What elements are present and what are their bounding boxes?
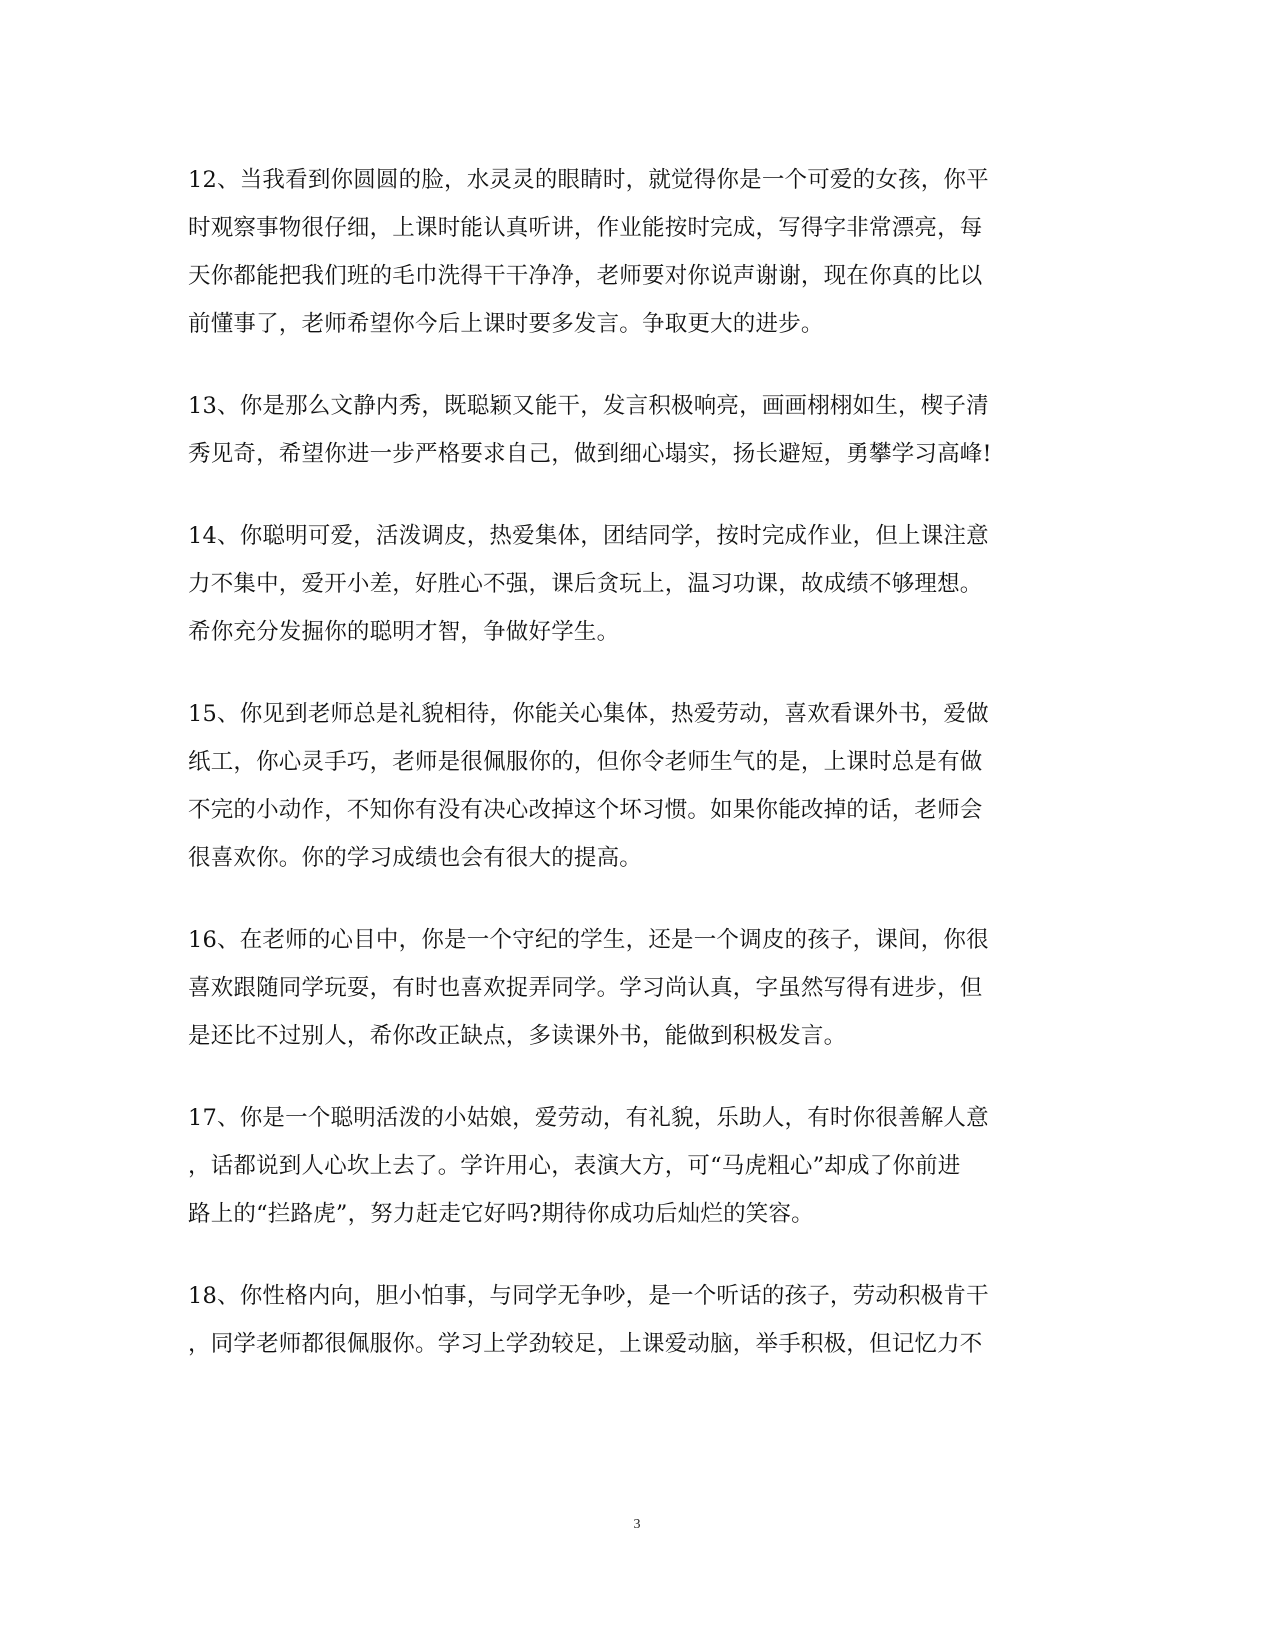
text-line: ，同学老师都很佩服你。学习上学劲较足，上课爱动脑，举手积极，但记忆力不 xyxy=(188,1331,983,1357)
text-line: 17、你是一个聪明活泼的小姑娘，爱劳动，有礼貌，乐助人，有时你很善解人意 xyxy=(188,1105,989,1131)
text-line: 喜欢跟随同学玩耍，有时也喜欢捉弄同学。学习尚认真，字虽然写得有进步，但 xyxy=(188,975,983,1001)
text-line: 路上的“拦路虎”，努力赶走它好吗?期待你成功后灿烂的笑容。 xyxy=(188,1201,814,1227)
text-line: 纸工，你心灵手巧，老师是很佩服你的，但你令老师生气的是，上课时总是有做 xyxy=(188,749,983,775)
text-line: 秀见奇，希望你进一步严格要求自己，做到细心塌实，扬长避短，勇攀学习高峰! xyxy=(188,441,992,467)
text-line: 16、在老师的心目中，你是一个守纪的学生，还是一个调皮的孩子，课间，你很 xyxy=(188,927,989,953)
paragraph-12 xyxy=(188,156,1060,348)
text-line: 天你都能把我们班的毛巾洗得干干净净，老师要对你说声谢谢，现在你真的比以 xyxy=(188,263,983,289)
text-line: 希你充分发掘你的聪明才智，争做好学生。 xyxy=(188,619,620,645)
paragraph-18 xyxy=(188,1272,1060,1368)
text-line: 前懂事了，老师希望你今后上课时要多发言。争取更大的进步。 xyxy=(188,311,824,337)
text-line: 12、当我看到你圆圆的脸，水灵灵的眼睛时，就觉得你是一个可爱的女孩，你平 xyxy=(188,167,989,193)
text-line: 13、你是那么文静内秀，既聪颖又能干，发言积极响亮，画画栩栩如生，楔子清 xyxy=(188,393,989,419)
paragraph-16 xyxy=(188,916,1060,1060)
text-line: 是还比不过别人，希你改正缺点，多读课外书，能做到积极发言。 xyxy=(188,1023,847,1049)
text-line: 不完的小动作，不知你有没有决心改掉这个坏习惯。如果你能改掉的话，老师会 xyxy=(188,797,983,823)
text-line: 时观察事物很仔细，上课时能认真听讲，作业能按时完成，写得字非常漂亮，每 xyxy=(188,215,983,241)
paragraph-13 xyxy=(188,382,1060,478)
paragraph-17 xyxy=(188,1094,1060,1238)
paragraph-14 xyxy=(188,512,1060,656)
document-body xyxy=(188,156,1060,1402)
text-line: 14、你聪明可爱，活泼调皮，热爱集体，团结同学，按时完成作业，但上课注意 xyxy=(188,523,989,549)
text-line: 很喜欢你。你的学习成绩也会有很大的提高。 xyxy=(188,845,643,871)
text-line: 力不集中，爱开小差，好胜心不强，课后贪玩上，温习功课，故成绩不够理想。 xyxy=(188,571,983,597)
page-number: 3 xyxy=(633,1517,641,1532)
text-line: 18、你性格内向，胆小怕事，与同学无争吵，是一个听话的孩子，劳动积极肯干 xyxy=(188,1283,989,1309)
text-line: 15、你见到老师总是礼貌相待，你能关心集体，热爱劳动，喜欢看课外书，爱做 xyxy=(188,701,989,727)
text-line: ，话都说到人心坎上去了。学许用心，表演大方，可“马虎粗心”却成了你前进 xyxy=(188,1153,961,1179)
paragraph-15 xyxy=(188,690,1060,882)
